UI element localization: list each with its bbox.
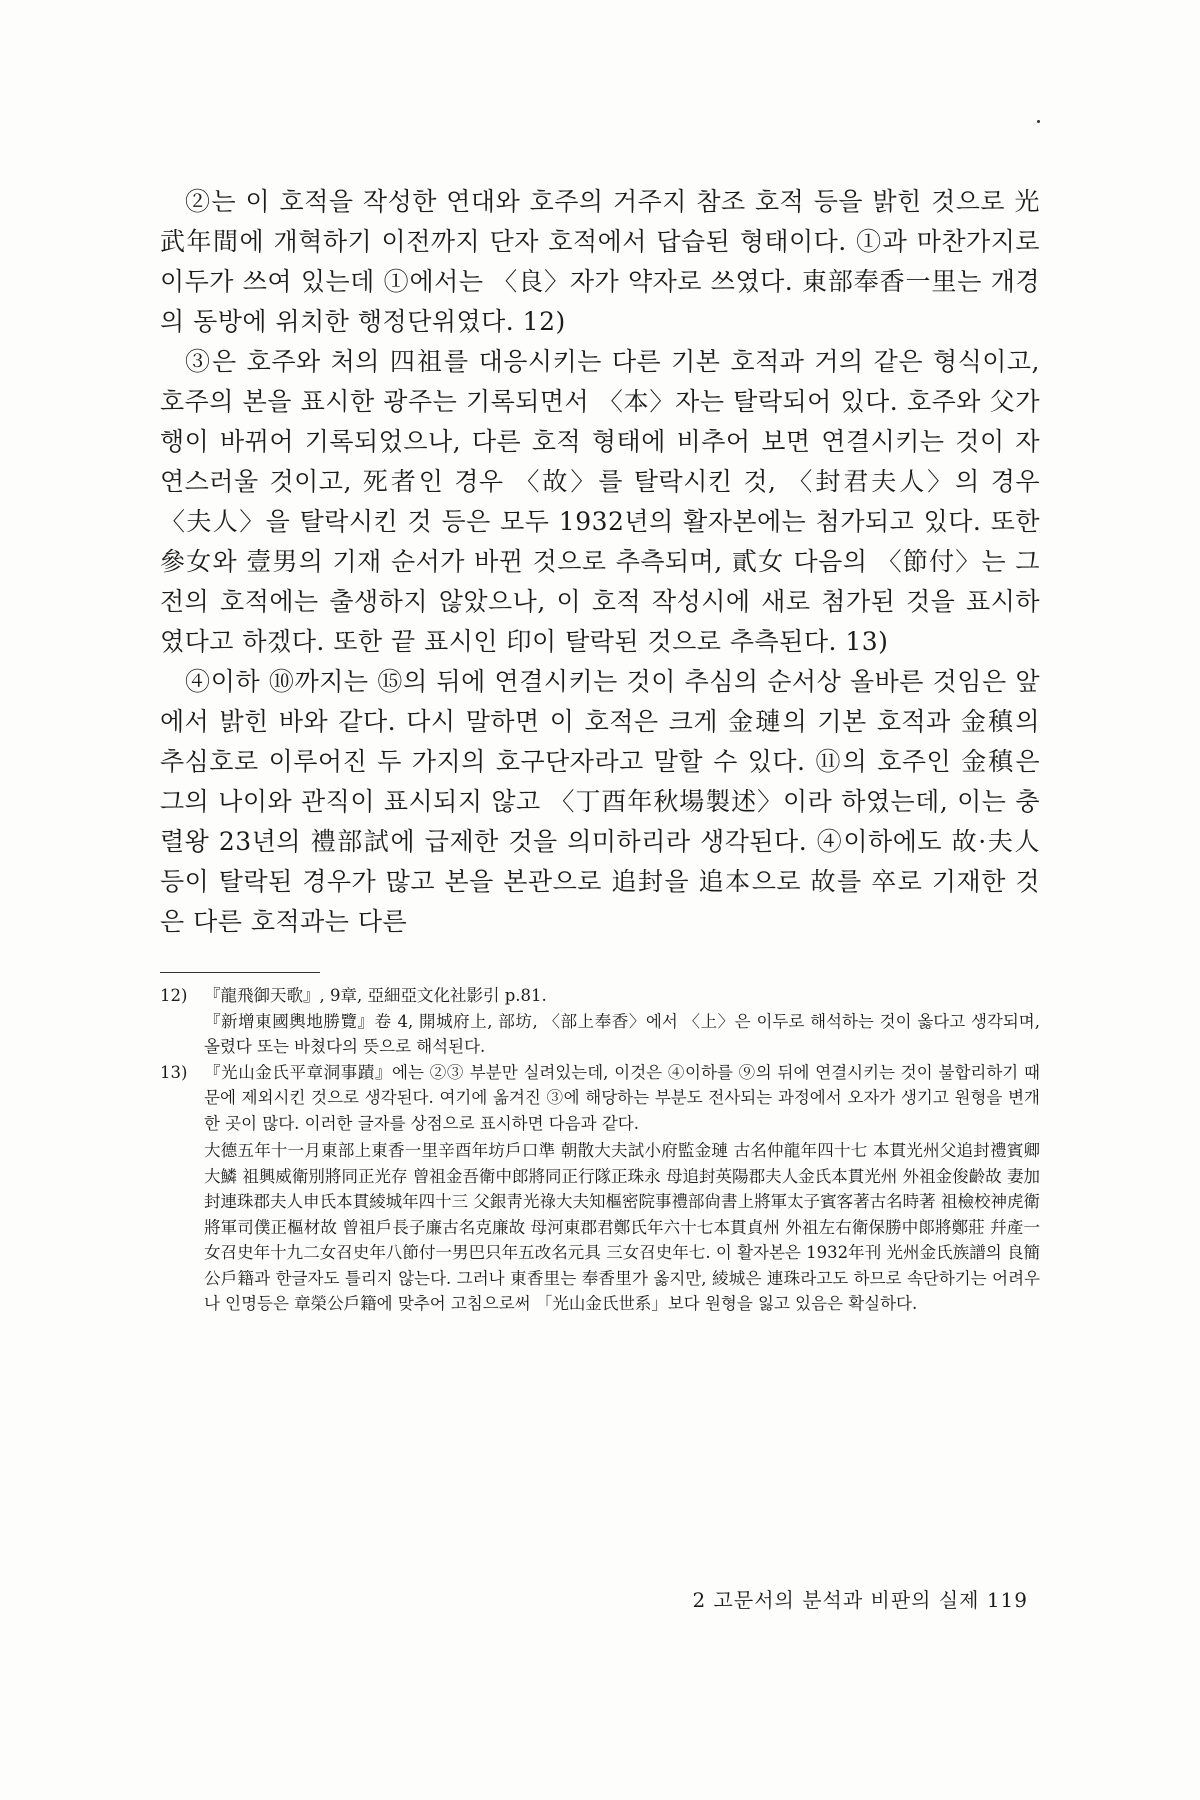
footnote-line: 『龍飛御天歌』, 9章, 亞細亞文化社影引 p.81. <box>204 986 547 1005</box>
footnote-line: 『新增東國輿地勝覽』卷 4, 開城府上, 部坊, 〈部上奉香〉에서 〈上〉은 이두로 해석하는 것이 옳다고 생각되며, 올렸다 또는 바쳤다의 뜻으로 해석된다. <box>204 1011 1040 1056</box>
footnotes <box>160 983 1040 1317</box>
footnote-13 <box>160 1060 1040 1137</box>
page-body <box>160 182 1040 1317</box>
paragraph-2: ③은 호주와 처의 四祖를 대응시키는 다른 기본 호적과 거의 같은 형식이고, 호주의 본을 표시한 광주는 기록되면서 〈本〉자는 탈락되어 있다. 호주와 父가 행이 바뀌어 기록되었으나, 다른 호적 형태에 비추어 보면 연결시키는 것이 자연스러울 것이고, 死者인 경우 〈故〉를 탈락시킨 것, 〈封君夫人〉의 경우 〈夫人〉을 탈락시킨 것 등은 모두 1932년의 활자본에는 첨가되고 있다. 또한 參女와 壹男의 기재 순서가 바뀐 것으로 추측되며, 貳女 다음의 〈節付〉는 그전의 호적에는 출생하지 않았으나, 이 호적 작성시에 새로 첨가된 것을 표시하였다고 하겠다. 또한 끝 표시인 印이 탈락된 것으로 추측된다. 13) <box>160 347 1040 656</box>
footnote-12 <box>160 983 1040 1060</box>
paragraph-1: ②는 이 호적을 작성한 연대와 호주의 거주지 참조 호적 등을 밝힌 것으로 光武年間에 개혁하기 이전까지 단자 호적에서 답습된 형태이다. ①과 마찬가지로 이두가 쓰여 있는데 ①에서는 〈良〉자가 약자로 쓰였다. 東部奉香一里는 개경의 동방에 위치한 행정단위였다. 12) <box>160 187 1040 336</box>
footnote-number: 13) <box>160 1062 188 1082</box>
running-footer: 2 고문서의 분석과 비판의 실제 119 <box>692 1588 1028 1612</box>
footnote-quotation: 大德五年十一月東部上東香一里辛酉年坊戶口準 朝散大夫試小府監金璉 古名仲龍年四十七 本貫光州父追封禮賓卿大鱗 祖興威衛別將同正光存 曾祖金吾衛中郎將同正行隊正珠永 母追封英陽郡夫人金氏本貫光州 外祖金俊齡故 妻加封連珠郡夫人申氏本貫綾城年四十三 父銀靑光祿大夫知樞密院事禮部尙書上將軍太子賓客著古名時著 祖檢校神虎衛將軍司僕正樞材故 曾祖戶長子廉古名克廉故 母河東郡君鄭氏年六十七本貫貞州 外祖左右衛保勝中郞將鄭莊 幷產一女召史年十九二女召史年八節付一男巴只年五改名元具 三女召史年七. 이 활자본은 1932年刊 光州金氏族譜의 良簡公戶籍과 한글자도 틀리지 않는다. 그러나 東香里는 奉香里가 옳지만, 綾城은 連珠라고도 하므로 속단하기는 어려우나 인명등은 章榮公戶籍에 맞추어 고침으로써 「光山金氏世系」보다 원형을 잃고 있음은 확실하다. <box>204 1141 1040 1313</box>
footnote-divider <box>160 972 320 973</box>
footnote-line: 『光山金氏平章洞事蹟』에는 ②③ 부분만 실려있는데, 이것은 ④이하를 ⑨의 뒤에 연결시키는 것이 불합리하기 때문에 제외시킨 것으로 생각된다. 여기에 옮겨진 ③에 해당하는 부분도 전사되는 과정에서 오자가 생기고 원형을 변개한 곳이 많다. 이러한 글자를 상점으로 표시하면 다음과 같다. <box>204 1062 1040 1133</box>
page-speck <box>1037 120 1040 123</box>
footnote-number: 12) <box>160 986 188 1005</box>
paragraph-3: ④이하 ⑩까지는 ⑮의 뒤에 연결시키는 것이 추심의 순서상 올바른 것임은 앞에서 밝힌 바와 같다. 다시 말하면 이 호적은 크게 金璉의 기본 호적과 金稹의 추심호로 이루어진 두 가지의 호구단자라고 말할 수 있다. ⑪의 호주인 金稹은 그의 나이와 관직이 표시되지 않고 〈丁酉年秋場製述〉이라 하였는데, 이는 충렬왕 23년의 禮部試에 급제한 것을 의미하리라 생각된다. ④이하에도 故·夫人 등이 탈락된 경우가 많고 본을 본관으로 追封을 追本으로 故를 卒로 기재한 것은 다른 호적과는 다른 <box>160 667 1040 936</box>
